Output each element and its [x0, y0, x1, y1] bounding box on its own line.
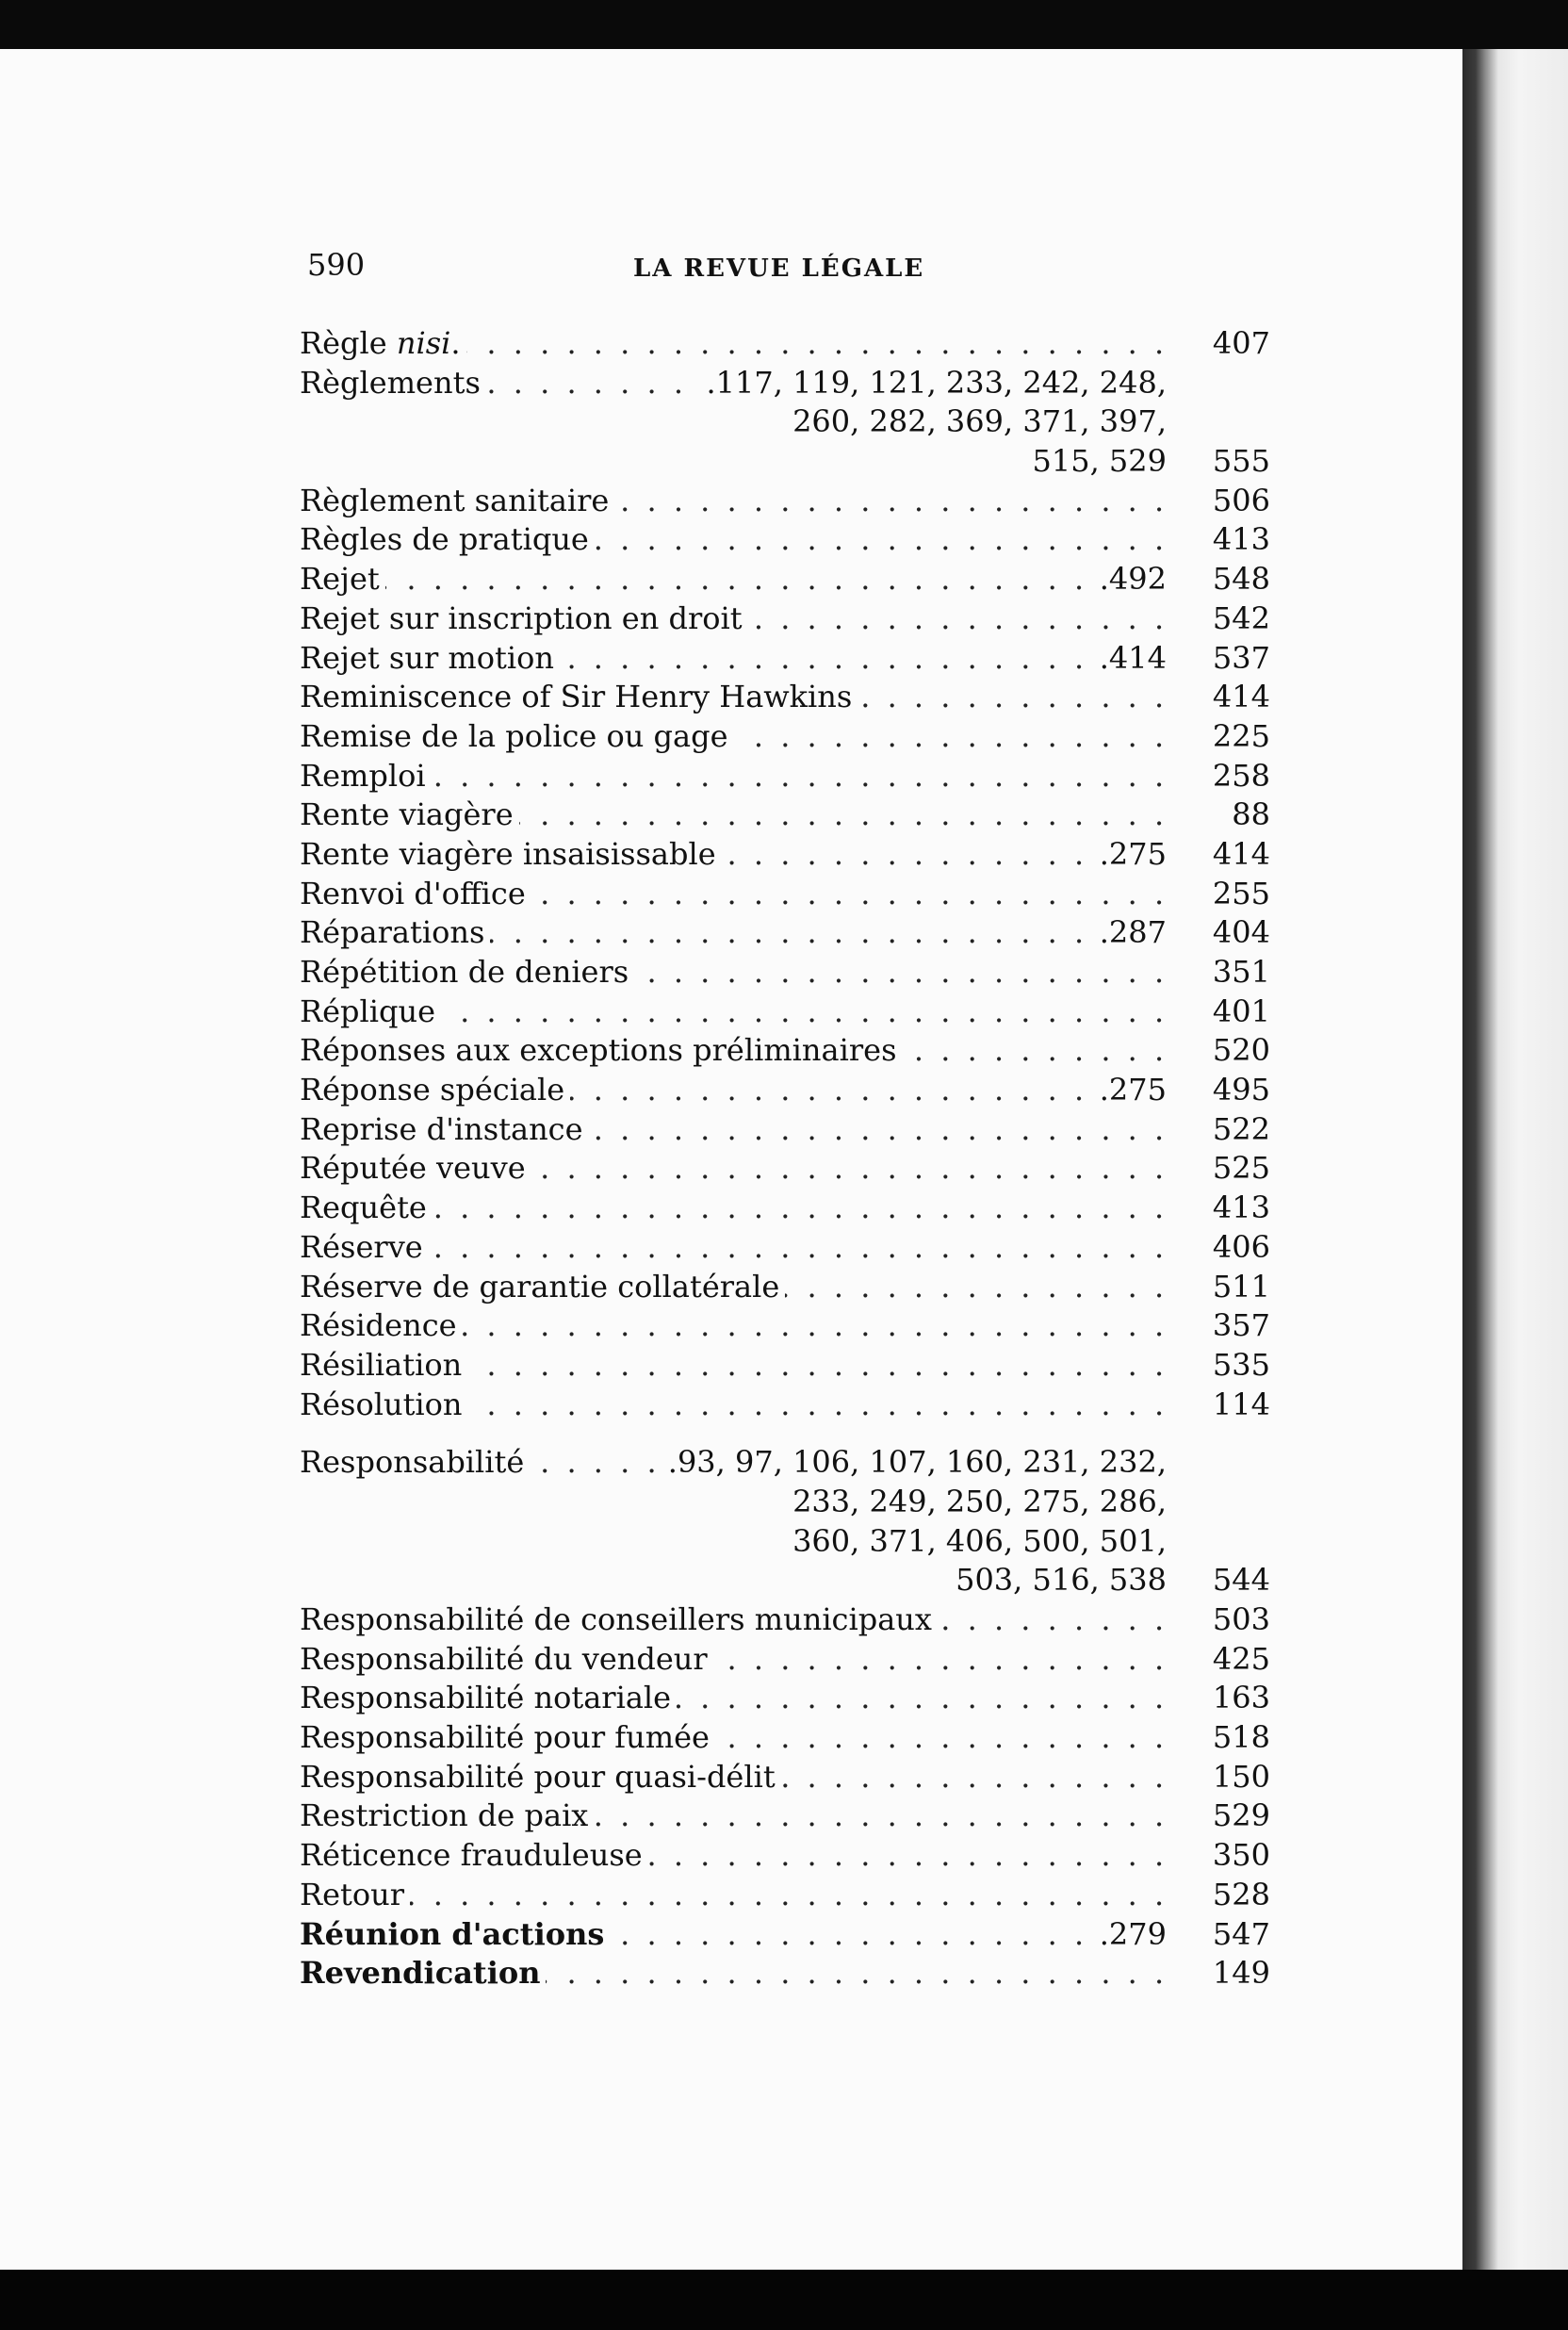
index-term: Rente viagère: [300, 796, 519, 835]
index-entry: [300, 1386, 1270, 1425]
scan-top-border: [0, 0, 1568, 57]
index-page-ref: 547: [1195, 1915, 1270, 1955]
index-term: Réplique: [300, 993, 441, 1032]
index-entry: [300, 953, 1270, 993]
index-term: Réponse spéciale: [300, 1071, 570, 1110]
index-refs-continued: 503, 516, 538: [956, 1562, 1167, 1599]
index-entry: [300, 324, 1270, 364]
scan-bottom-border: [0, 2270, 1568, 2330]
index-page-ref: 555: [1195, 442, 1270, 482]
dot-leaders: [300, 1228, 1167, 1268]
index-entry: [300, 1954, 1270, 1994]
index-refs-continued: 233, 249, 250, 275, 286,: [792, 1483, 1167, 1519]
index-term: Responsabilité pour quasi-délit: [300, 1758, 781, 1797]
index-page-ref: 357: [1195, 1306, 1270, 1346]
index-entry: [300, 796, 1270, 835]
index-entry: [300, 639, 1270, 679]
index-entry: [300, 1228, 1270, 1268]
index-page-ref: 406: [1195, 1228, 1270, 1268]
index-entry: [300, 1915, 1270, 1955]
index-entry: [300, 757, 1270, 796]
index-page-ref: 414: [1195, 835, 1270, 875]
index-term: Règle nisi.: [300, 324, 466, 364]
index-page-ref: 404: [1195, 913, 1270, 953]
index-term: Responsabilité: [300, 1443, 530, 1483]
page-number: 590: [307, 247, 366, 283]
index-page-ref: 511: [1195, 1268, 1270, 1307]
page-header: [307, 247, 1250, 294]
index-page-ref: 506: [1195, 482, 1270, 521]
index-refs: .93, 97, 106, 107, 160, 231, 232,: [661, 1443, 1167, 1483]
index-entry: [300, 1149, 1270, 1189]
index-term: Règles de pratique: [300, 520, 595, 560]
index-page-ref: 258: [1195, 757, 1270, 796]
index-page-ref: 518: [1195, 1718, 1270, 1758]
index-refs: .287: [1092, 913, 1167, 953]
index-entry: [300, 482, 1270, 521]
index-page-ref: 163: [1195, 1679, 1270, 1718]
index-entry: [300, 1600, 1270, 1640]
index-page-ref: 401: [1195, 993, 1270, 1032]
index-term: Réparations: [300, 913, 490, 953]
index-page-ref: 525: [1195, 1149, 1270, 1189]
index-page-ref: 535: [1195, 1346, 1270, 1386]
index-page-ref: 114: [1195, 1386, 1270, 1425]
index-entry: [300, 993, 1270, 1032]
index-term: Règlement sanitaire: [300, 482, 614, 521]
running-title: LA REVUE LÉGALE: [633, 254, 925, 283]
index-refs-continued: 515, 529: [1032, 443, 1167, 480]
index-entry: [300, 1640, 1270, 1680]
index-entry: [300, 1268, 1270, 1307]
index-page-ref: 149: [1195, 1954, 1270, 1994]
index-entry: [300, 913, 1270, 953]
index-term: Remploi: [300, 757, 432, 796]
index-entry: [300, 1346, 1270, 1386]
index-term: Responsabilité du vendeur: [300, 1640, 713, 1680]
index-entry: [300, 1306, 1270, 1346]
index-entry: [300, 678, 1270, 717]
index-page-ref: 537: [1195, 639, 1270, 679]
index-term: Réunion d'actions: [300, 1915, 610, 1955]
index-refs-continued: 360, 371, 406, 500, 501,: [792, 1522, 1167, 1559]
index-term: Renvoi d'office: [300, 875, 531, 914]
index-term: Répétition de deniers: [300, 953, 634, 993]
index-term: Responsabilité pour fumée: [300, 1718, 715, 1758]
index-term: Réserve: [300, 1228, 429, 1268]
index-page-ref: 528: [1195, 1876, 1270, 1915]
index-term: Reminiscence of Sir Henry Hawkins: [300, 678, 858, 717]
index-refs: .279: [1092, 1915, 1167, 1955]
index-entry: [300, 1110, 1270, 1150]
index-entry: [300, 1031, 1270, 1071]
index-entry: [300, 520, 1270, 560]
index-page-ref: 413: [1195, 1189, 1270, 1228]
index-page-ref: 503: [1195, 1600, 1270, 1640]
index-entry: [300, 1797, 1270, 1836]
index-page-ref: 407: [1195, 324, 1270, 364]
index-list: [300, 324, 1270, 1994]
index-page-ref: 520: [1195, 1031, 1270, 1071]
index-entry: [300, 1876, 1270, 1915]
index-page-ref: 413: [1195, 520, 1270, 560]
index-term: Restriction de paix: [300, 1797, 594, 1836]
index-term: Revendication: [300, 1954, 546, 1994]
index-term: Rejet sur motion: [300, 639, 560, 679]
dot-leaders: [300, 560, 1167, 599]
index-page-ref: 225: [1195, 717, 1270, 757]
index-term: Rejet: [300, 560, 385, 599]
index-term: Réponses aux exceptions préliminaires: [300, 1031, 902, 1071]
index-entry: [300, 1718, 1270, 1758]
index-term: Responsabilité notariale: [300, 1679, 677, 1718]
index-term: Règlements: [300, 364, 486, 403]
index-entry: [300, 835, 1270, 875]
index-refs: .275: [1092, 835, 1167, 875]
dot-leaders: [300, 1876, 1167, 1915]
index-page-ref: 544: [1195, 1561, 1270, 1600]
index-entry: [300, 1758, 1270, 1797]
index-refs: .414: [1092, 639, 1167, 679]
index-entry: [300, 717, 1270, 757]
index-term: Réputée veuve: [300, 1149, 531, 1189]
index-page-ref: 529: [1195, 1797, 1270, 1836]
index-page-ref: 351: [1195, 953, 1270, 993]
index-refs: .492: [1092, 560, 1167, 599]
index-page-ref: 88: [1195, 796, 1270, 835]
index-term: Reprise d'instance: [300, 1110, 589, 1150]
index-entry: [300, 364, 1270, 482]
index-refs: .275: [1092, 1071, 1167, 1110]
index-term: Résolution: [300, 1386, 468, 1425]
index-term: Réticence frauduleuse: [300, 1836, 648, 1876]
index-entry: [300, 560, 1270, 599]
index-term: Rejet sur inscription en droit: [300, 599, 748, 639]
index-term: Remise de la police ou gage: [300, 717, 734, 757]
index-page-ref: 548: [1195, 560, 1270, 599]
index-page-ref: 522: [1195, 1110, 1270, 1150]
index-page-ref: 255: [1195, 875, 1270, 914]
index-page-ref: 425: [1195, 1640, 1270, 1680]
index-term: Retour: [300, 1876, 410, 1915]
index-term: Requête: [300, 1189, 433, 1228]
index-term: Rente viagère insaisissable: [300, 835, 722, 875]
next-page-edge: [1462, 49, 1568, 2270]
index-term: Résiliation: [300, 1346, 467, 1386]
index-term: Réserve de garantie collatérale: [300, 1268, 785, 1307]
index-entry: [300, 1071, 1270, 1110]
index-entry: [300, 875, 1270, 914]
index-entry: [300, 1443, 1270, 1600]
index-page-ref: 150: [1195, 1758, 1270, 1797]
index-page-ref: 542: [1195, 599, 1270, 639]
index-term: Résidence: [300, 1306, 463, 1346]
index-term: Responsabilité de conseillers municipaux: [300, 1600, 938, 1640]
index-entry: [300, 1679, 1270, 1718]
index-entry: [300, 599, 1270, 639]
index-page-ref: 350: [1195, 1836, 1270, 1876]
index-page-ref: 414: [1195, 678, 1270, 717]
index-refs-continued: 260, 282, 369, 371, 397,: [792, 403, 1167, 440]
index-page-ref: 495: [1195, 1071, 1270, 1110]
index-entry: [300, 1189, 1270, 1228]
index-refs: .117, 119, 121, 233, 242, 248,: [698, 364, 1167, 403]
index-entry: [300, 1836, 1270, 1876]
